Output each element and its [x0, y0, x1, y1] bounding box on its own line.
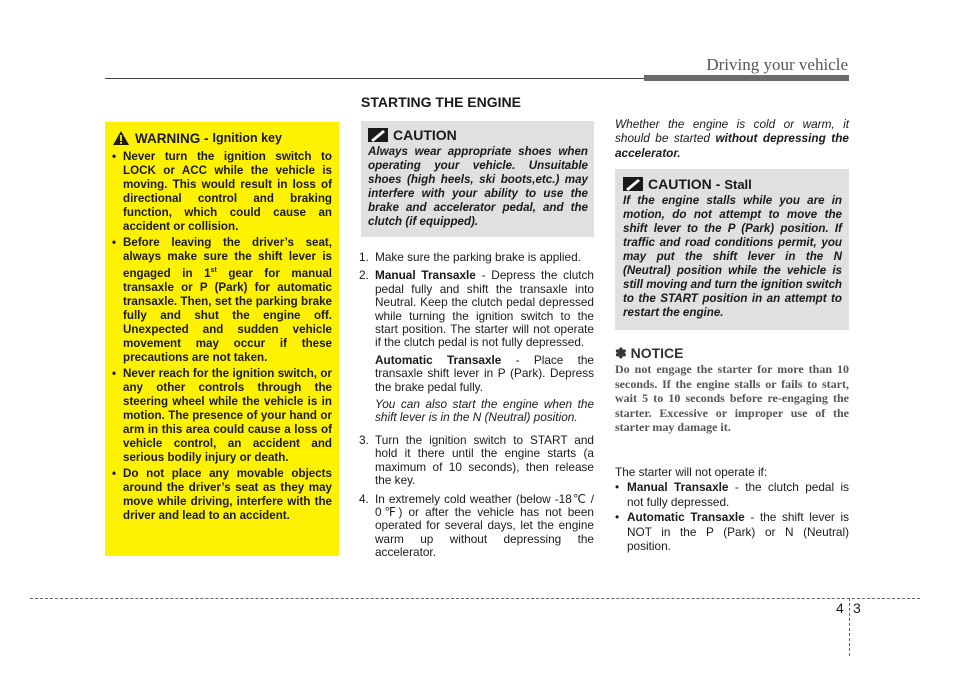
starter-condition-list: [615, 480, 849, 555]
caution-heading: [368, 127, 588, 143]
intro-paragraph: Whether the engine is cold or warm, it should be started without depressing the accelerator.: [615, 117, 849, 160]
caution-box-stall: [615, 169, 849, 330]
list-item: • Manual Transaxle - the clutch pedal is not fully depressed.: [615, 480, 849, 509]
page-number: 3: [853, 600, 861, 616]
warning-box: [105, 122, 339, 556]
caution-pencil-icon: [368, 128, 388, 142]
warning-triangle-icon: [112, 130, 130, 146]
caution-label: CAUTION: [393, 127, 457, 143]
starting-steps: [359, 251, 594, 565]
step-4: 4. In extremely cold weather (below -18℃ / 0℉) or after the vehicle has not been operated for several days, let the engine warm up without depressing the accelerator.: [359, 491, 594, 560]
warning-item: • Do not place any movable objects around the driver’s seat as they may move while driving, interfere with the driver and lead to an accident.: [112, 466, 332, 522]
caution-text: Always wear appropriate shoes when operating your vehicle. Unsuitable shoes (high heels, ski boots,etc.) may interfere with your ability to use the brake and accelerator pedal, and the clutch (if equipped).: [368, 145, 588, 228]
step-1: 1. Make sure the parking brake is applied.: [359, 250, 581, 264]
step-2-note: You can also start the engine when the shift lever is in the N (Neutral) position.: [375, 397, 594, 425]
warning-subtitle: Ignition key: [212, 131, 282, 145]
caution-subtitle: Stall: [724, 176, 752, 192]
caution-pencil-icon: [623, 177, 643, 191]
warning-heading: [112, 130, 332, 146]
caution-heading: [623, 176, 842, 192]
warning-item: • Never turn the ignition switch to LOCK or ACC while the vehicle is moving. This would result in loss of directional control and braking function, which could cause an accident or collision.: [112, 150, 332, 233]
step-2: 2. Manual Transaxle - Depress the clutch pedal fully and shift the transaxle into Neutral. Keep the clutch pedal depressed while turning the ignition switch to the start position. The starter will not operate if the clutch pedal is not fully depressed. Automatic Transaxle - Place the transaxle shift lever in P (Park). Depress the brake pedal fully. You can also start the engine when the shift lever is in the N (Neutral) position.: [359, 268, 594, 425]
running-header: Driving your vehicle: [706, 55, 848, 74]
warning-item: • Before leaving the driver’s seat, always make sure the shift lever is engaged in 1st gear for manual transaxle or P (Park) for automatic transaxle. Then, set the parking brake fully and shut the engine off. Unexpected and sudden vehicle movement may occur if these precautions are not taken.: [112, 236, 332, 364]
section-title: STARTING THE ENGINE: [361, 94, 521, 110]
warning-item: • Never reach for the ignition switch, or any other controls through the steering wheel while the vehicle is in motion. The presence of your hand or arm in this area could cause a loss of vehicle control, an accident and serious bodily injury or death.: [112, 366, 332, 464]
notice-text: Do not engage the starter for more than 10 seconds. If the engine stalls or fails to start, wait 5 to 10 seconds before re-engaging the starter. Excessive or improper use of the starter may damage it.: [615, 362, 849, 434]
caution-box-shoes: [361, 121, 594, 237]
starter-condition-heading: The starter will not operate if:: [615, 465, 768, 479]
warning-label: WARNING -: [135, 130, 209, 146]
footer-rule: [30, 598, 920, 599]
notice-heading: ✽ NOTICE: [615, 345, 684, 361]
header-accent-bar: [644, 75, 849, 81]
chapter-number: 4: [836, 600, 844, 616]
caution-label: CAUTION -: [648, 176, 721, 192]
list-item: • Automatic Transaxle - the shift lever is NOT in the P (Park) or N (Neutral) position.: [615, 510, 849, 553]
caution-text: If the engine stalls while you are in motion, do not attempt to move the shift lever to the P (Park) position. If traffic and road conditions permit, you may put the shift lever in the N (Neutral) position while the vehicle is still moving and turn the ignition switch to the START position in an attempt to restart the engine.: [623, 194, 842, 319]
step-3: 3. Turn the ignition switch to START and hold it there until the engine starts (a maximum of 10 seconds), then release the key.: [359, 432, 594, 488]
footer-divider: [849, 598, 850, 656]
